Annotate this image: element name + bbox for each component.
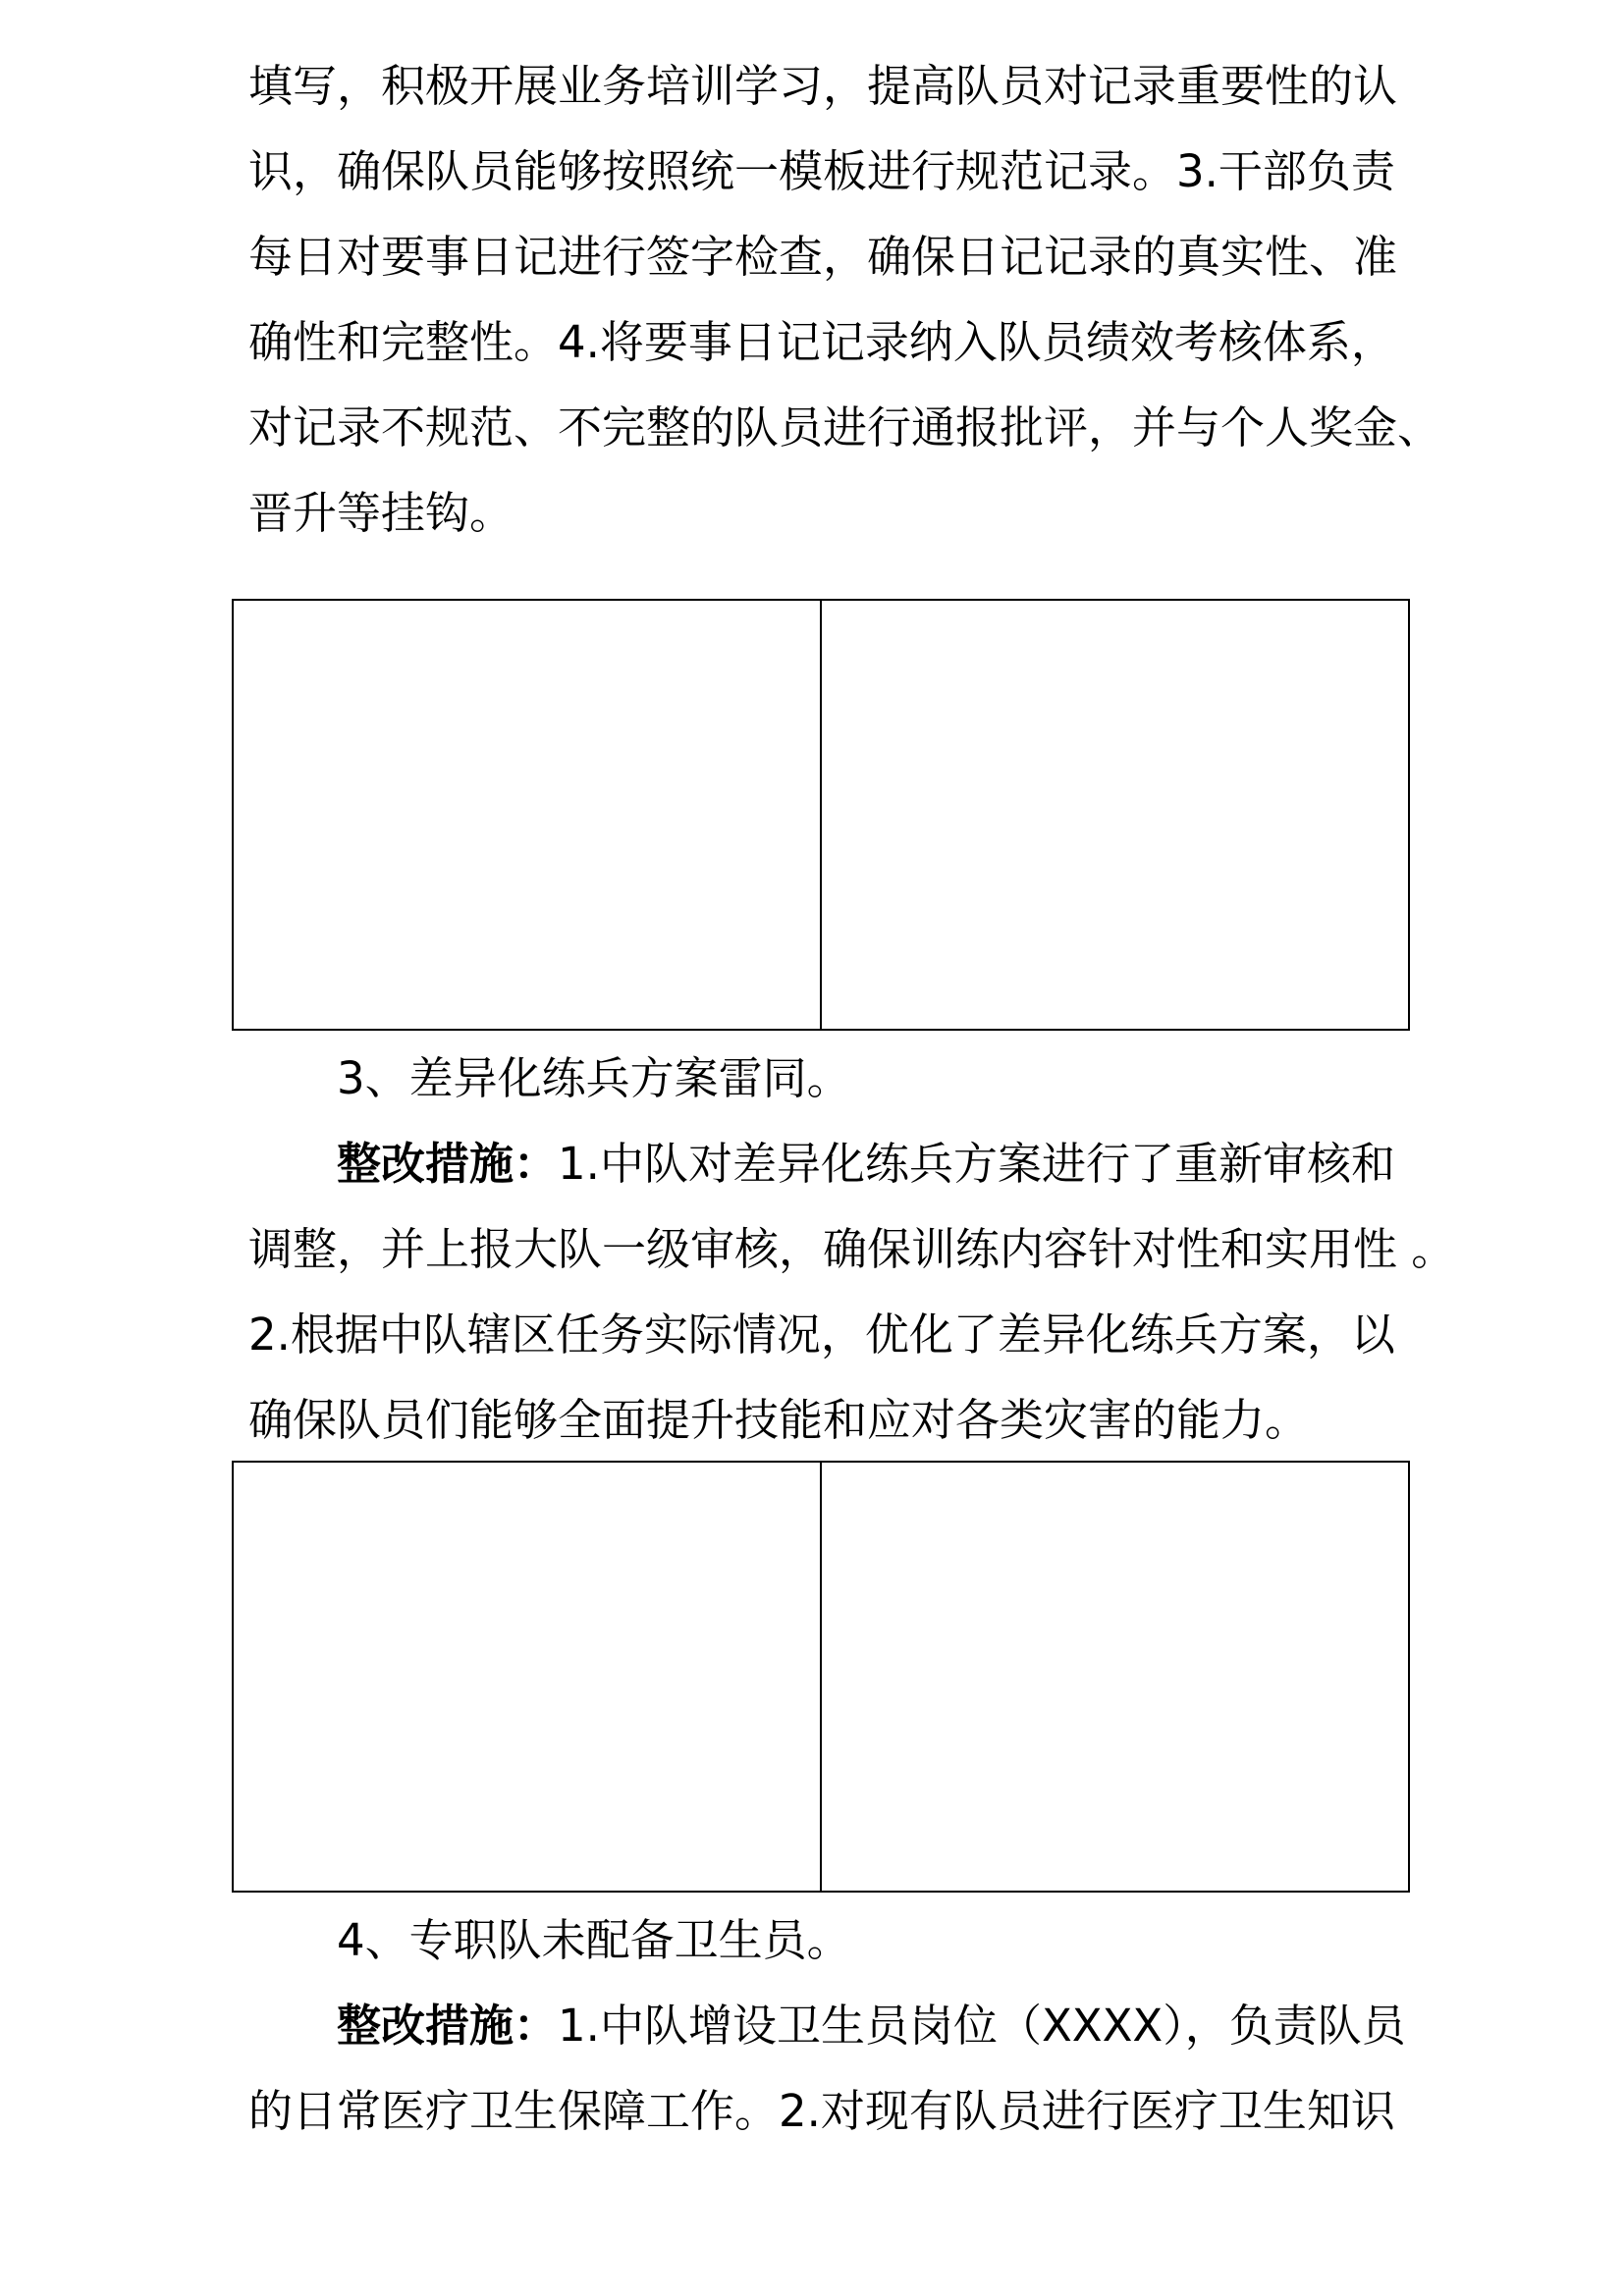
measures-label: 整改措施：	[337, 2000, 559, 2052]
paragraph-line: 晋升等挂钩。	[248, 487, 514, 539]
paragraph-line: 2.根据中队辖区任务实际情况，优化了差异化练兵方案，以	[248, 1308, 1395, 1361]
section-3-measures-line	[337, 1135, 1395, 1194]
section-4-heading: 4、专职队未配备卫生员。	[337, 1914, 851, 1966]
paragraph-line: 识，确保队员能够按照统一模板进行规范记录。3.干部负责	[248, 145, 1395, 197]
photo-table-1	[232, 599, 1410, 1031]
paragraph-line: 确性和完整性。4.将要事日记记录纳入队员绩效考核体系，	[248, 316, 1395, 368]
photo-cell-right	[820, 1463, 1408, 1891]
measures-text: 1.中队增设卫生员岗位（XXXX），负责队员	[558, 2000, 1406, 2052]
section-3-heading: 3、差异化练兵方案雷同。	[337, 1052, 851, 1104]
photo-table-2	[232, 1461, 1410, 1893]
paragraph-line: 的日常医疗卫生保障工作。2.对现有队员进行医疗卫生知识	[248, 2085, 1395, 2137]
paragraph-line: 调整，并上报大队一级审核，确保训练内容针对性和实用性 。	[248, 1223, 1456, 1275]
section-4-measures-line	[337, 1997, 1406, 2056]
paragraph-line: 每日对要事日记进行签字检查，确保日记记录的真实性、准	[248, 231, 1398, 283]
photo-cell-left	[234, 1463, 820, 1891]
measures-label: 整改措施：	[337, 1138, 559, 1190]
photo-cell-right	[820, 601, 1408, 1029]
paragraph-line: 填写，积极开展业务培训学习，提高队员对记录重要性的认	[248, 60, 1398, 112]
paragraph-line: 对记录不规范、不完整的队员进行通报批评，并与个人奖金、	[248, 401, 1442, 454]
paragraph-line: 确保队员们能够全面提升技能和应对各类灾害的能力。	[248, 1394, 1310, 1446]
measures-text: 1.中队对差异化练兵方案进行了重新审核和	[558, 1138, 1395, 1190]
photo-cell-left	[234, 601, 820, 1029]
